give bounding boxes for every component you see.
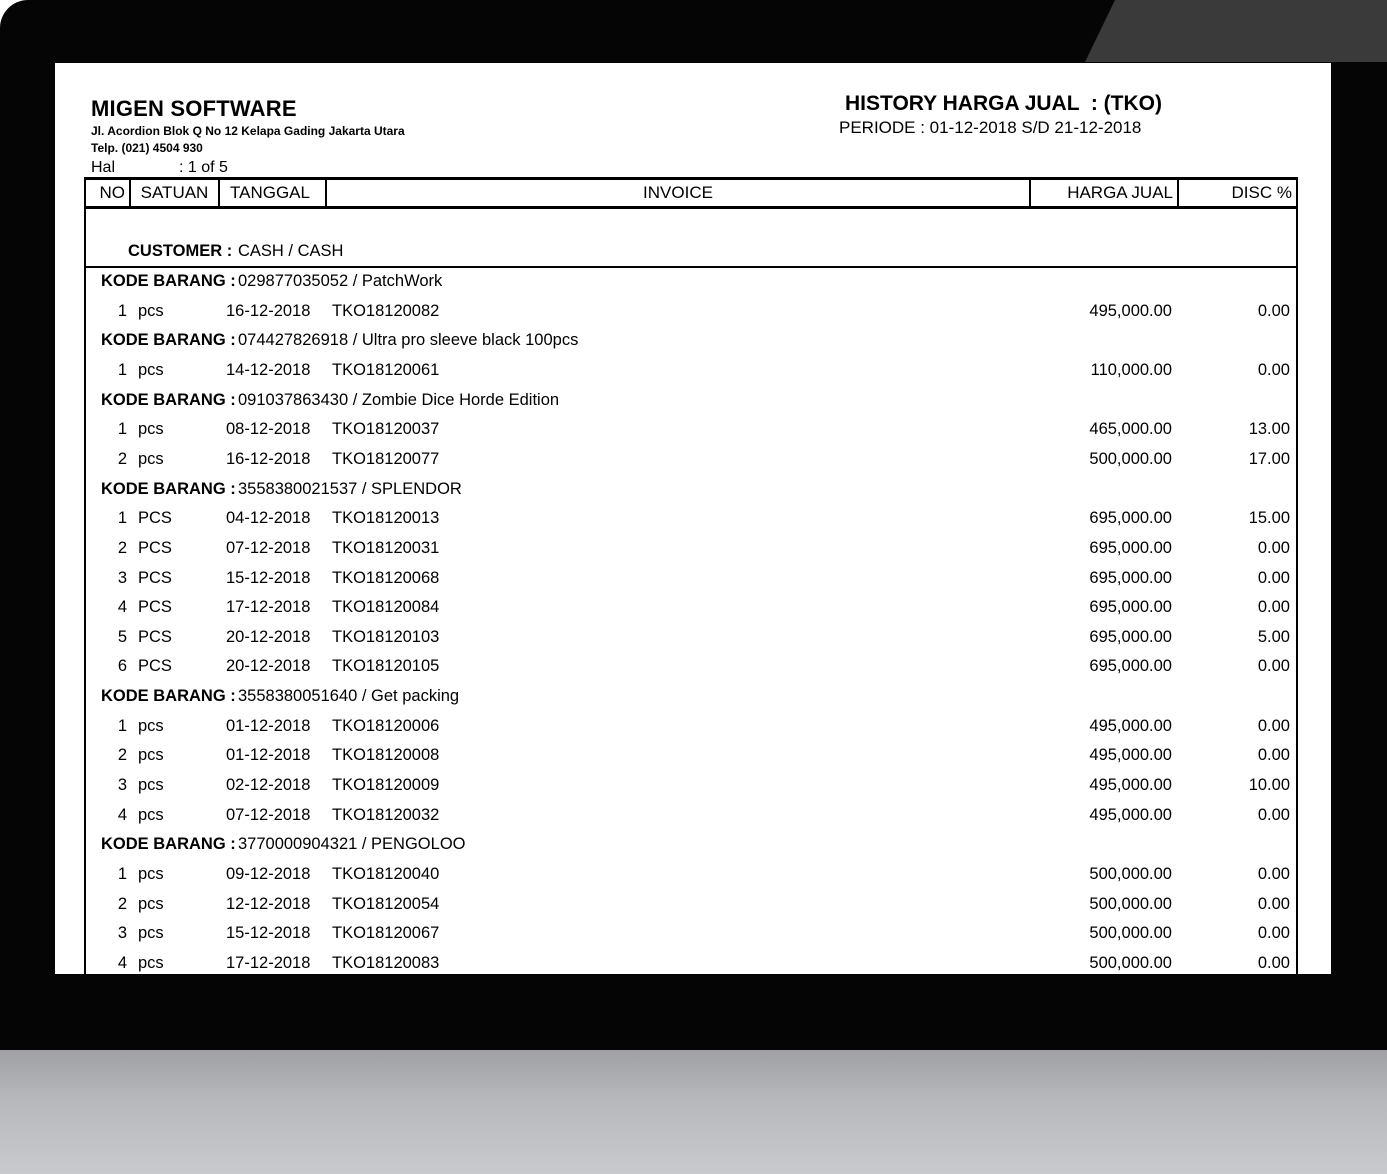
column-header-satuan: SATUAN — [131, 180, 220, 206]
row-invoice: TKO18120054 — [332, 894, 440, 913]
row-satuan: pcs — [138, 360, 164, 379]
column-header-no: NO — [84, 180, 131, 206]
row-no: 2 — [117, 449, 127, 468]
row-disc: 0.00 — [1257, 865, 1290, 883]
row-invoice: TKO18120105 — [332, 657, 440, 676]
row-invoice: TKO18120009 — [332, 776, 440, 795]
row-satuan: pcs — [138, 924, 164, 943]
row-harga-jual: 500,000.00 — [1089, 924, 1172, 943]
row-disc: 0.00 — [1257, 746, 1290, 765]
row-satuan: PCS — [138, 509, 172, 528]
row-tanggal: 16-12-2018 — [226, 449, 311, 468]
kode-barang-row — [55, 830, 1331, 859]
row-no: 5 — [117, 627, 127, 646]
row-invoice: TKO18120068 — [332, 568, 440, 587]
row-harga-jual: 110,000.00 — [1090, 360, 1172, 379]
row-harga-jual: 695,000.00 — [1089, 657, 1172, 676]
row-satuan: pcs — [138, 953, 164, 972]
table-row — [55, 593, 1331, 622]
row-disc: 0.00 — [1257, 598, 1290, 617]
row-invoice: TKO18120083 — [332, 953, 440, 972]
row-no: 2 — [117, 538, 127, 557]
kode-barang-row — [55, 475, 1331, 504]
row-harga-jual: 500,000.00 — [1089, 449, 1172, 468]
row-disc: 5.00 — [1257, 627, 1290, 646]
row-harga-jual: 465,000.00 — [1089, 420, 1172, 439]
row-disc: 0.00 — [1257, 568, 1290, 587]
row-disc: 0.00 — [1257, 894, 1290, 913]
row-no: 1 — [117, 420, 127, 439]
customer-value: CASH / CASH — [238, 242, 344, 260]
row-invoice: TKO18120013 — [332, 509, 440, 528]
row-satuan: pcs — [138, 716, 164, 735]
row-harga-jual: 695,000.00 — [1089, 509, 1172, 528]
row-no: 2 — [117, 894, 127, 913]
table-row — [55, 504, 1331, 533]
row-harga-jual: 495,000.00 — [1089, 805, 1172, 824]
row-satuan: pcs — [138, 449, 164, 468]
row-disc: 0.00 — [1257, 657, 1290, 676]
row-invoice: TKO18120008 — [332, 746, 440, 765]
row-invoice: TKO18120061 — [332, 360, 440, 379]
table-row — [55, 297, 1331, 326]
row-disc: 15.00 — [1248, 509, 1290, 528]
row-invoice: TKO18120082 — [332, 301, 440, 320]
table-row — [55, 534, 1331, 563]
row-tanggal: 15-12-2018 — [226, 924, 311, 943]
row-disc: 10.00 — [1248, 776, 1290, 795]
row-satuan: pcs — [138, 894, 164, 913]
row-disc: 0.00 — [1257, 360, 1290, 379]
row-invoice: TKO18120103 — [332, 627, 440, 646]
row-no: 4 — [117, 598, 127, 617]
report-page — [55, 63, 1331, 974]
row-disc: 0.00 — [1257, 953, 1290, 972]
row-no: 4 — [117, 805, 127, 824]
kode-barang-row — [55, 326, 1331, 355]
row-disc: 0.00 — [1257, 716, 1290, 735]
row-no: 1 — [117, 301, 127, 320]
table-header — [84, 177, 1298, 209]
row-harga-jual: 695,000.00 — [1089, 627, 1172, 646]
table-row — [55, 652, 1331, 681]
row-no: 1 — [117, 716, 127, 735]
row-harga-jual: 495,000.00 — [1089, 301, 1172, 320]
row-invoice: TKO18120037 — [332, 420, 440, 439]
row-satuan: pcs — [138, 420, 164, 439]
row-tanggal: 20-12-2018 — [226, 627, 311, 646]
row-tanggal: 02-12-2018 — [226, 776, 311, 795]
row-disc: 0.00 — [1257, 301, 1290, 320]
row-satuan: pcs — [138, 805, 164, 824]
table-row — [55, 445, 1331, 474]
row-tanggal: 14-12-2018 — [226, 360, 311, 379]
kode-barang-value: 3770000904321 / PENGOLOO — [238, 835, 466, 854]
company-address: Jl. Acordion Blok Q No 12 Kelapa Gading Jakarta Utara — [91, 124, 405, 138]
row-no: 1 — [117, 509, 127, 528]
kode-barang-row — [55, 682, 1331, 711]
row-satuan: pcs — [138, 746, 164, 765]
row-satuan: pcs — [138, 776, 164, 795]
row-harga-jual: 495,000.00 — [1089, 746, 1172, 765]
kode-barang-value: 3558380051640 / Get packing — [238, 687, 460, 706]
row-satuan: pcs — [138, 301, 164, 320]
row-satuan: PCS — [138, 598, 172, 617]
row-invoice: TKO18120040 — [332, 865, 440, 883]
column-header-invoice: INVOICE — [327, 180, 1031, 206]
kode-barang-label: KODE BARANG : — [101, 479, 236, 498]
kode-barang-label: KODE BARANG : — [101, 835, 236, 854]
row-no: 1 — [117, 360, 127, 379]
row-invoice: TKO18120031 — [332, 538, 440, 557]
row-satuan: pcs — [138, 865, 164, 883]
row-harga-jual: 495,000.00 — [1089, 776, 1172, 795]
row-invoice: TKO18120032 — [332, 805, 440, 824]
kode-barang-value: 029877035052 / PatchWork — [238, 272, 443, 290]
page-number: : 1 of 5 — [179, 159, 228, 176]
table-row — [55, 712, 1331, 741]
kode-barang-value: 3558380021537 / SPLENDOR — [238, 479, 462, 498]
kode-barang-label: KODE BARANG : — [101, 272, 236, 290]
row-tanggal: 01-12-2018 — [226, 746, 311, 765]
row-tanggal: 15-12-2018 — [226, 568, 311, 587]
row-tanggal: 20-12-2018 — [226, 657, 311, 676]
kode-barang-label: KODE BARANG : — [101, 687, 236, 706]
table-row — [55, 623, 1331, 652]
kode-barang-label: KODE BARANG : — [101, 390, 236, 409]
row-harga-jual: 500,000.00 — [1089, 894, 1172, 913]
row-satuan: PCS — [138, 657, 172, 676]
row-harga-jual: 500,000.00 — [1089, 953, 1172, 972]
customer-label: CUSTOMER : — [128, 242, 233, 260]
table-row — [55, 860, 1331, 889]
row-harga-jual: 695,000.00 — [1089, 598, 1172, 617]
kode-barang-value: 091037863430 / Zombie Dice Horde Edition — [238, 390, 560, 409]
row-disc: 0.00 — [1257, 538, 1290, 557]
monitor-chin — [0, 1050, 1387, 1174]
row-disc: 0.00 — [1257, 924, 1290, 943]
row-tanggal: 09-12-2018 — [226, 865, 311, 883]
row-no: 6 — [117, 657, 127, 676]
bezel-glare — [1085, 0, 1387, 62]
row-harga-jual: 500,000.00 — [1089, 865, 1172, 883]
table-row — [55, 801, 1331, 830]
customer-row — [55, 237, 1331, 266]
row-tanggal: 07-12-2018 — [226, 805, 311, 824]
row-disc: 17.00 — [1248, 449, 1290, 468]
row-no: 3 — [117, 776, 127, 795]
row-satuan: PCS — [138, 627, 172, 646]
company-phone: Telp. (021) 4504 930 — [91, 141, 203, 155]
table-row — [55, 919, 1331, 948]
row-invoice: TKO18120006 — [332, 716, 440, 735]
table-row — [55, 949, 1331, 974]
row-tanggal: 17-12-2018 — [226, 598, 311, 617]
row-no: 3 — [117, 568, 127, 587]
row-tanggal: 04-12-2018 — [226, 509, 311, 528]
row-satuan: PCS — [138, 538, 172, 557]
page-label: Hal — [91, 159, 116, 176]
row-disc: 13.00 — [1248, 420, 1290, 439]
column-header-disc: DISC % — [1231, 183, 1292, 202]
row-harga-jual: 495,000.00 — [1089, 716, 1172, 735]
company-name: MIGEN SOFTWARE — [91, 96, 297, 121]
kode-barang-row — [55, 386, 1331, 415]
row-no: 2 — [117, 746, 127, 765]
row-disc: 0.00 — [1257, 805, 1290, 824]
kode-barang-value: 074427826918 / Ultra pro sleeve black 100pcs — [238, 331, 579, 350]
table-row — [55, 415, 1331, 444]
row-invoice: TKO18120067 — [332, 924, 440, 943]
row-tanggal: 16-12-2018 — [226, 301, 311, 320]
table-row — [55, 741, 1331, 770]
row-no: 4 — [117, 953, 127, 972]
row-invoice: TKO18120084 — [332, 598, 440, 617]
column-header-tanggal: TANGGAL — [220, 180, 327, 206]
report-title: HISTORY HARGA JUAL : (TKO) — [845, 92, 1162, 115]
kode-barang-label: KODE BARANG : — [101, 331, 236, 350]
table-row — [55, 771, 1331, 800]
row-tanggal: 08-12-2018 — [226, 420, 311, 439]
report-period: PERIODE : 01-12-2018 S/D 21-12-2018 — [839, 118, 1142, 137]
row-tanggal: 17-12-2018 — [226, 953, 311, 972]
row-tanggal: 07-12-2018 — [226, 538, 311, 557]
row-tanggal: 12-12-2018 — [226, 894, 311, 913]
table-row — [55, 890, 1331, 919]
row-harga-jual: 695,000.00 — [1089, 568, 1172, 587]
kode-barang-row — [55, 267, 1331, 296]
table-row — [55, 356, 1331, 385]
row-tanggal: 01-12-2018 — [226, 716, 311, 735]
row-invoice: TKO18120077 — [332, 449, 440, 468]
row-satuan: PCS — [138, 568, 172, 587]
row-no: 3 — [117, 924, 127, 943]
table-row — [55, 564, 1331, 593]
row-no: 1 — [117, 865, 127, 883]
row-harga-jual: 695,000.00 — [1089, 538, 1172, 557]
column-header-harga-jual: HARGA JUAL — [1031, 180, 1179, 206]
